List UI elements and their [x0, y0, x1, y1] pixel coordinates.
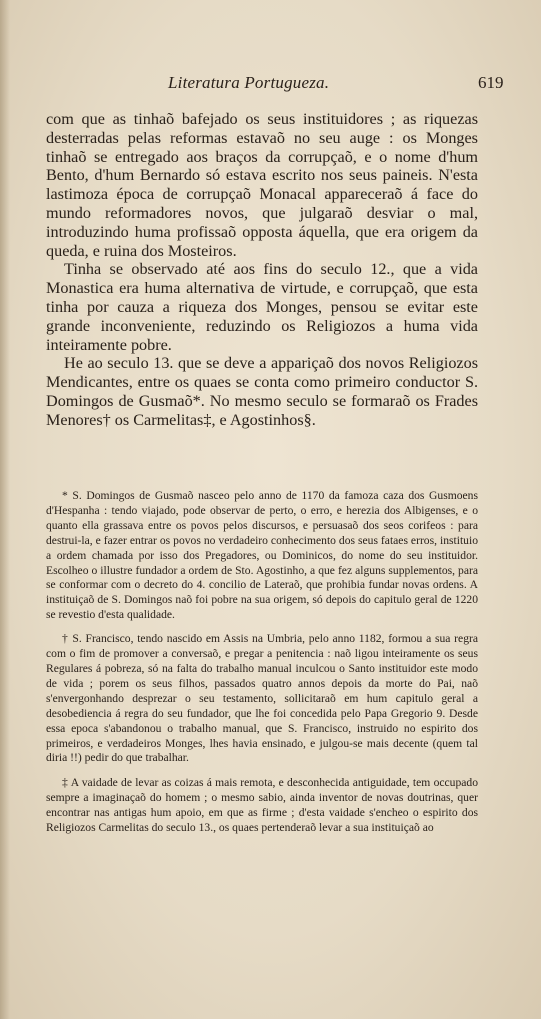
- body-paragraph: He ao seculo 13. que se deve a appariçaõ dos novos Religiozos Mendicantes, entre os quaes se conta como primeiro conductor S. Domingos de Gusmaõ*. No mesmo seculo se formaraõ os Frades Menores† os Carmelitas‡, e Agostinhos§.: [46, 354, 478, 429]
- page-number: 619: [478, 73, 504, 92]
- body-paragraph: Tinha se observado até aos fins do seculo 12., que a vida Monastica era huma alternativa de virtude, e corrupçaõ, que esta tinha por cauza a riqueza dos Monges, pensou se evitar este grande inconveniente, reduzindo os Religiozos a huma vida inteiramente pobre.: [46, 260, 478, 354]
- footnotes: [46, 489, 478, 846]
- footnote-francis: † S. Francisco, tendo nascido em Assis na Umbria, pelo anno 1182, formou a sua regra com o fim de promover a conversaõ, e pregar a penitencia : naõ ligou inteiramente os seus Regulares á pobreza, só na falta do trabalho manual inculcou o Santo instituidor este modo de vida ; porem os seus filhos, passados quatro annos depois da morte do Pai, naõ s'envergonhando desprezar o seu testamento, sollicitaraõ em hum capitulo geral a desobediencia á regra do seu fundador, que lhe foi concedida pelo Papa Gregorio 9. Desde essa epoca s'abandonou o trabalho manual, que S. Francisco, instruido no espirito dos primeiros, e verdadeiros Monges, lhes havia ensinado, e julgou-se mais decente (quem tal diria !!) pedir do que trabalhar.: [46, 632, 478, 765]
- footnote-dominic: * S. Domingos de Gusmaõ nasceo pelo anno de 1170 da famoza caza dos Gusmoens d'Hespanha : tendo viajado, pode observar de perto, o erro, e herezia dos Albigenses, e o quanto ella grassava entre os povos pelos discursos, e persuasaõ dos seos corifeos : para destrui-la, e fazer entrar os povos no verdadeiro conhecimento dos seus fataes erros, instituio a ordem chamada por isso dos Pregadores, ou Dominicos, do nome do seu instituidor. Escolheo o illustre fundador a ordem de Sto. Agostinho, a que fez alguns supplementos, para se conformar com o decreto do 4. concilio de Lateraõ, que prohibia fundar novas ordens. A instituiçaõ de S. Domingos naõ foi pobre na sua origem, só depois do capitulo geral de 1220 se revestio d'esta qualidade.: [46, 489, 478, 622]
- page-gutter-shadow: [0, 0, 10, 1019]
- main-text: [46, 110, 478, 430]
- body-paragraph: com que as tinhaõ bafejado os seus instituidores ; as riquezas desterradas pelas reformas estavaõ no seu auge : os Monges tinhaõ se entregado aos braços da corrupçaõ, e o nome d'hum Bento, d'hum Bernardo só estava escrito nos seus paineis. N'esta lastimoza época de corrupçaõ Monacal appareceraõ á face do mundo reformadores novos, que julgaraõ desviar o mal, introduzindo huma profissaõ opposta áquella, que era origem da queda, e ruina dos Mosteiros.: [46, 110, 478, 260]
- footnote-carmelites: ‡ A vaidade de levar as coizas á mais remota, e desconhecida antiguidade, tem occupado sempre a imaginaçaõ do homem ; o mesmo sabio, ainda inventor de novas doutrinas, quer encontrar nas antigas hum apoio, em que as firme ; d'esta vaidade s'encheo o espirito dos Religiozos Carmelitas do seculo 13., os quaes pertenderaõ levar a sua instituiçaõ ao: [46, 776, 478, 835]
- page-header: [0, 73, 541, 97]
- running-title: Literatura Portugueza.: [168, 73, 330, 92]
